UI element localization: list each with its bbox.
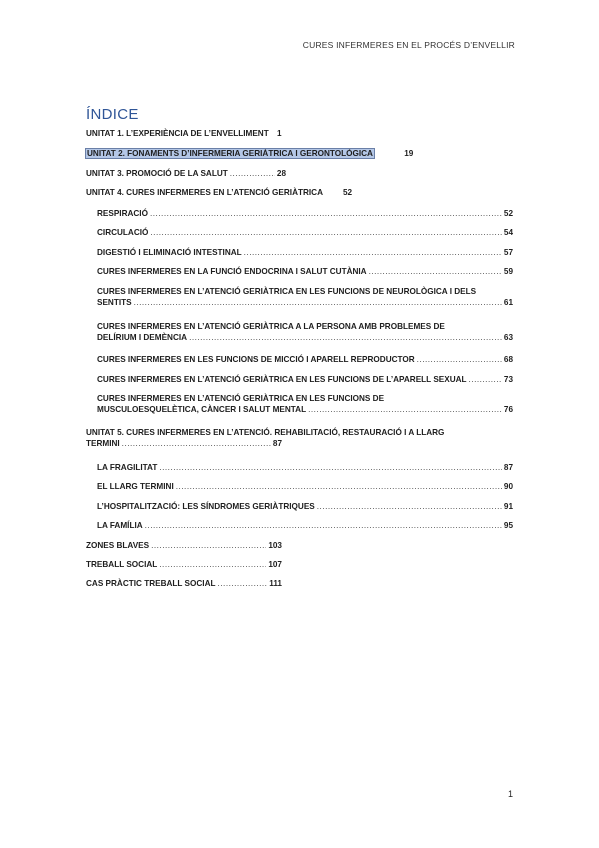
toc-entry-respiracio[interactable] — [97, 208, 513, 219]
toc-entry-page: 63 — [503, 333, 513, 342]
toc-leader-dots — [369, 266, 502, 277]
toc-entry-circulacio[interactable] — [97, 227, 513, 238]
toc-entry-label-line2: MUSCULOESQUELÈTICA, CÀNCER I SALUT MENTAL — [97, 405, 307, 414]
toc-entry-unit-4[interactable] — [86, 187, 352, 198]
toc-entry-page: 59 — [503, 267, 513, 276]
toc-entry-label-line1: UNITAT 5. CURES INFERMERES EN L’ATENCIÓ. REHABILITACIÓ, RESTAURACIÓ I A LLARG — [86, 428, 445, 437]
toc-entry-zones-blaves[interactable] — [86, 540, 282, 551]
toc-entry-label: UNITAT 3. PROMOCIÓ DE LA SALUT — [86, 169, 228, 178]
toc-entry-label: RESPIRACIÓ — [97, 209, 148, 218]
toc-entry-label: CAS PRÀCTIC TREBALL SOCIAL — [86, 579, 216, 588]
toc-title: ÍNDICE — [86, 106, 139, 123]
toc-entry-label-line1: CURES INFERMERES EN L’ATENCIÓ GERIÀTRICA EN LES FUNCIONS DE NEUROLÒGICA I DELS — [97, 287, 477, 296]
toc-entry-label: LA FAMÍLIA — [97, 521, 143, 530]
toc-leader-dots — [159, 559, 266, 570]
toc-entry-page: 57 — [503, 248, 513, 257]
toc-entry-page: 19 — [404, 149, 414, 158]
toc-leader-dots — [230, 168, 275, 179]
toc-entry-llarg-termini[interactable] — [97, 481, 513, 492]
toc-entry-label-line1: CURES INFERMERES EN L’ATENCIÓ GERIÀTRICA EN LES FUNCIONS DE — [97, 394, 385, 403]
toc-entry-label: UNITAT 4. CURES INFERMERES EN L’ATENCIÓ GERIÀTRICA — [86, 188, 323, 197]
toc-entry-fragilitat[interactable] — [97, 462, 513, 473]
toc-leader-dots — [159, 462, 502, 473]
toc-entry-endocrina[interactable] — [97, 266, 513, 277]
toc-entry-label: UNITAT 1. L’EXPERIÈNCIA DE L’ENVELLIMENT — [86, 129, 269, 138]
toc-entry-label: ZONES BLAVES — [86, 541, 150, 550]
toc-entry-label-line2: SENTITS — [97, 298, 132, 307]
toc-entry-label: CURES INFERMERES EN LES FUNCIONS DE MICCIÓ I APARELL REPRODUCTOR — [97, 355, 415, 364]
toc-entry-label: EL LLARG TERMINI — [97, 482, 174, 491]
toc-entry-musculoesqueletica[interactable] — [97, 393, 513, 415]
toc-entry-familia[interactable] — [97, 520, 513, 531]
toc-entry-page: 103 — [268, 541, 282, 550]
toc-entry-label: UNITAT 2. FONAMENTS D’INFERMERIA GERIÀTRICA I GERONTOLÒGICA — [87, 149, 373, 158]
toc-entry-page: 91 — [503, 502, 513, 511]
toc-entry-hospitalitzacio[interactable] — [97, 501, 513, 512]
toc-entry-label: CIRCULACIÓ — [97, 228, 149, 237]
toc-leader-dots — [469, 374, 502, 385]
toc-entry-label-line2: DELÍRIUM I DEMÈNCIA — [97, 333, 188, 342]
toc-leader-dots — [151, 540, 266, 551]
toc-entry-label: LA FRAGILITAT — [97, 463, 158, 472]
toc-entry-page: 73 — [503, 375, 513, 384]
toc-entry-neurologica[interactable] — [97, 286, 513, 308]
toc-entry-page: 95 — [503, 521, 513, 530]
toc-entry-page: 61 — [503, 298, 513, 307]
toc-leader-dots — [176, 481, 502, 492]
toc-entry-miccio[interactable] — [97, 354, 513, 365]
toc-entry-page: 52 — [503, 209, 513, 218]
toc-leader-dots — [244, 247, 502, 258]
toc-entry-unit-5[interactable] — [86, 427, 513, 449]
toc-entry-cas-practic[interactable] — [86, 578, 282, 589]
toc-leader-dots — [218, 578, 268, 589]
toc-entry-unit-2[interactable] — [86, 148, 413, 159]
running-header: CURES INFERMERES EN EL PROCÉS D’ENVELLIR — [302, 40, 515, 50]
toc-entry-label: DIGESTIÓ I ELIMINACIÓ INTESTINAL — [97, 248, 242, 257]
toc-entry-label: L’HOSPITALITZACIÓ: LES SÍNDROMES GERIÀTRIQUES — [97, 502, 315, 511]
toc-entry-page: 1 — [277, 129, 282, 138]
toc-leader-dots — [189, 332, 502, 343]
toc-leader-dots — [317, 501, 502, 512]
toc-leader-dots — [417, 354, 502, 365]
toc-entry-page: 87 — [272, 439, 282, 448]
toc-entry-page: 68 — [503, 355, 513, 364]
page-number: 1 — [507, 789, 513, 799]
toc-entry-delirium[interactable] — [97, 321, 513, 343]
toc-leader-dots — [150, 208, 502, 219]
toc-entry-label-line2: TERMINI — [86, 439, 120, 448]
toc-entry-digestio[interactable] — [97, 247, 513, 258]
toc-entry-label: TREBALL SOCIAL — [86, 560, 158, 569]
toc-entry-page: 107 — [268, 560, 282, 569]
toc-entry-unit-1[interactable] — [86, 128, 282, 139]
toc-leader-dots — [308, 404, 502, 415]
toc-entry-label-line1: CURES INFERMERES EN L’ATENCIÓ GERIÀTRICA A LA PERSONA AMB PROBLEMES DE — [97, 322, 445, 331]
toc-leader-dots — [134, 297, 502, 308]
toc-entry-page: 54 — [503, 228, 513, 237]
toc-entry-page: 52 — [342, 188, 353, 197]
toc-entry-page: 76 — [503, 405, 513, 414]
toc-entry-label: CURES INFERMERES EN L’ATENCIÓ GERIÀTRICA EN LES FUNCIONS DE L’APARELL SEXUAL — [97, 375, 467, 384]
toc-entry-page: 90 — [503, 482, 513, 491]
toc-entry-unit-3[interactable] — [86, 168, 286, 179]
toc-entry-label: CURES INFERMERES EN LA FUNCIÓ ENDOCRINA I SALUT CUTÀNIA — [97, 267, 367, 276]
toc-entry-treball-social[interactable] — [86, 559, 282, 570]
toc-leader-dots — [122, 438, 271, 449]
toc-leader-dots — [145, 520, 502, 531]
toc-entry-page: 111 — [269, 579, 282, 588]
toc-entry-sexual[interactable] — [97, 374, 513, 385]
toc-leader-dots — [150, 227, 501, 238]
toc-entry-page: 87 — [503, 463, 513, 472]
toc-entry-page: 28 — [276, 169, 286, 178]
